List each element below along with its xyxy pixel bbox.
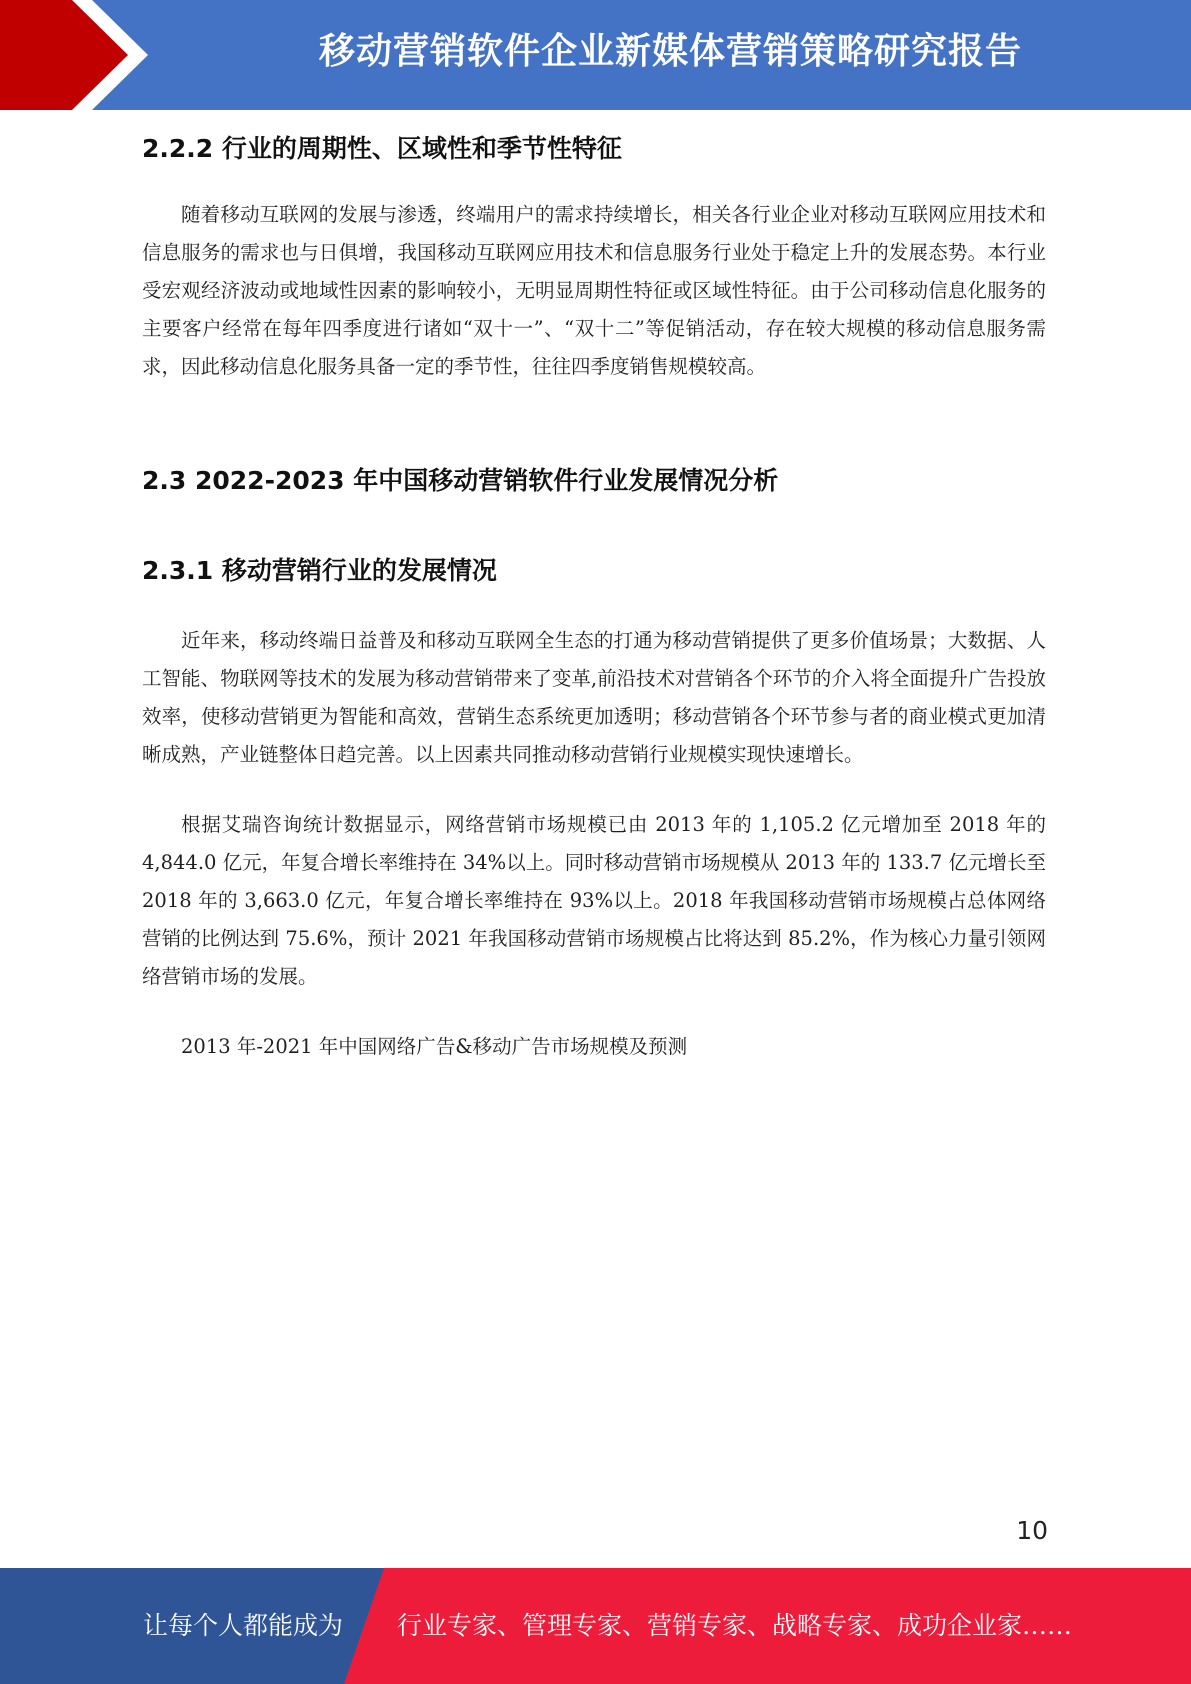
header-banner bbox=[0, 0, 1191, 110]
section-heading-2-2-2: 2.2.2 行业的周期性、区域性和季节性特征 bbox=[142, 134, 622, 163]
footer-slogan-left: 让每个人都能成为 bbox=[143, 1611, 344, 1640]
figure-caption: 2013 年-2021 年中国网络广告&移动广告市场规模及预测 bbox=[181, 1035, 688, 1058]
main-content bbox=[142, 110, 1046, 1066]
section-heading-2-3: 2.3 2022-2023 年中国移动营销软件行业发展情况分析 bbox=[142, 466, 779, 495]
paragraph-seasonality: 随着移动互联网的发展与渗透，终端用户的需求持续增长，相关各行业企业对移动互联网应用技术和信息服务的需求也与日俱增，我国移动互联网应用技术和信息服务行业处于稳定上升的发展态势。本行业受宏观经济波动或地域性因素的影响较小，无明显周期性特征或区域性特征。由于公司移动信息化服务的主要客户经常在每年四季度进行诸如“双十一”、“双十二”等促销活动，存在较大规模的移动信息服务需求，因此移动信息化服务具备一定的季节性，往往四季度销售规模较高。 bbox=[142, 203, 1046, 378]
page-number: 10 bbox=[1016, 1516, 1048, 1545]
report-title: 移动营销软件企业新媒体营销策略研究报告 bbox=[318, 31, 1022, 72]
footer-banner bbox=[0, 1568, 1191, 1684]
paragraph-market-size-data: 根据艾瑞咨询统计数据显示，网络营销市场规模已由 2013 年的 1,105.2 亿元增加至 2018 年的 4,844.0 亿元，年复合增长率维持在 34%以上。同时移动营销市场规模从 2013 年的 133.7 亿元增长至 2018 年的 3,663.0 亿元，年复合增长率维持在 93%以上。2018 年我国移动营销市场规模占总体网络营销的比例达到 75.6%，预计 2021 年我国移动营销市场规模占比将达到 85.2%，作为核心力量引领网络营销市场的发展。 bbox=[142, 813, 1046, 988]
footer-slogan-right: 行业专家、管理专家、营销专家、战略专家、成功企业家…… bbox=[397, 1611, 1073, 1640]
section-heading-2-3-1: 2.3.1 移动营销行业的发展情况 bbox=[142, 556, 497, 585]
paragraph-mobile-marketing-development: 近年来，移动终端日益普及和移动互联网全生态的打通为移动营销提供了更多价值场景；大数据、人工智能、物联网等技术的发展为移动营销带来了变革,前沿技术对营销各个环节的介入将全面提升广告投放效率，使移动营销更为智能和高效，营销生态系统更加透明；移动营销各个环节参与者的商业模式更加清晰成熟，产业链整体日趋完善。以上因素共同推动移动营销行业规模实现快速增长。 bbox=[142, 629, 1046, 766]
header-arrow-decoration bbox=[0, 0, 160, 110]
